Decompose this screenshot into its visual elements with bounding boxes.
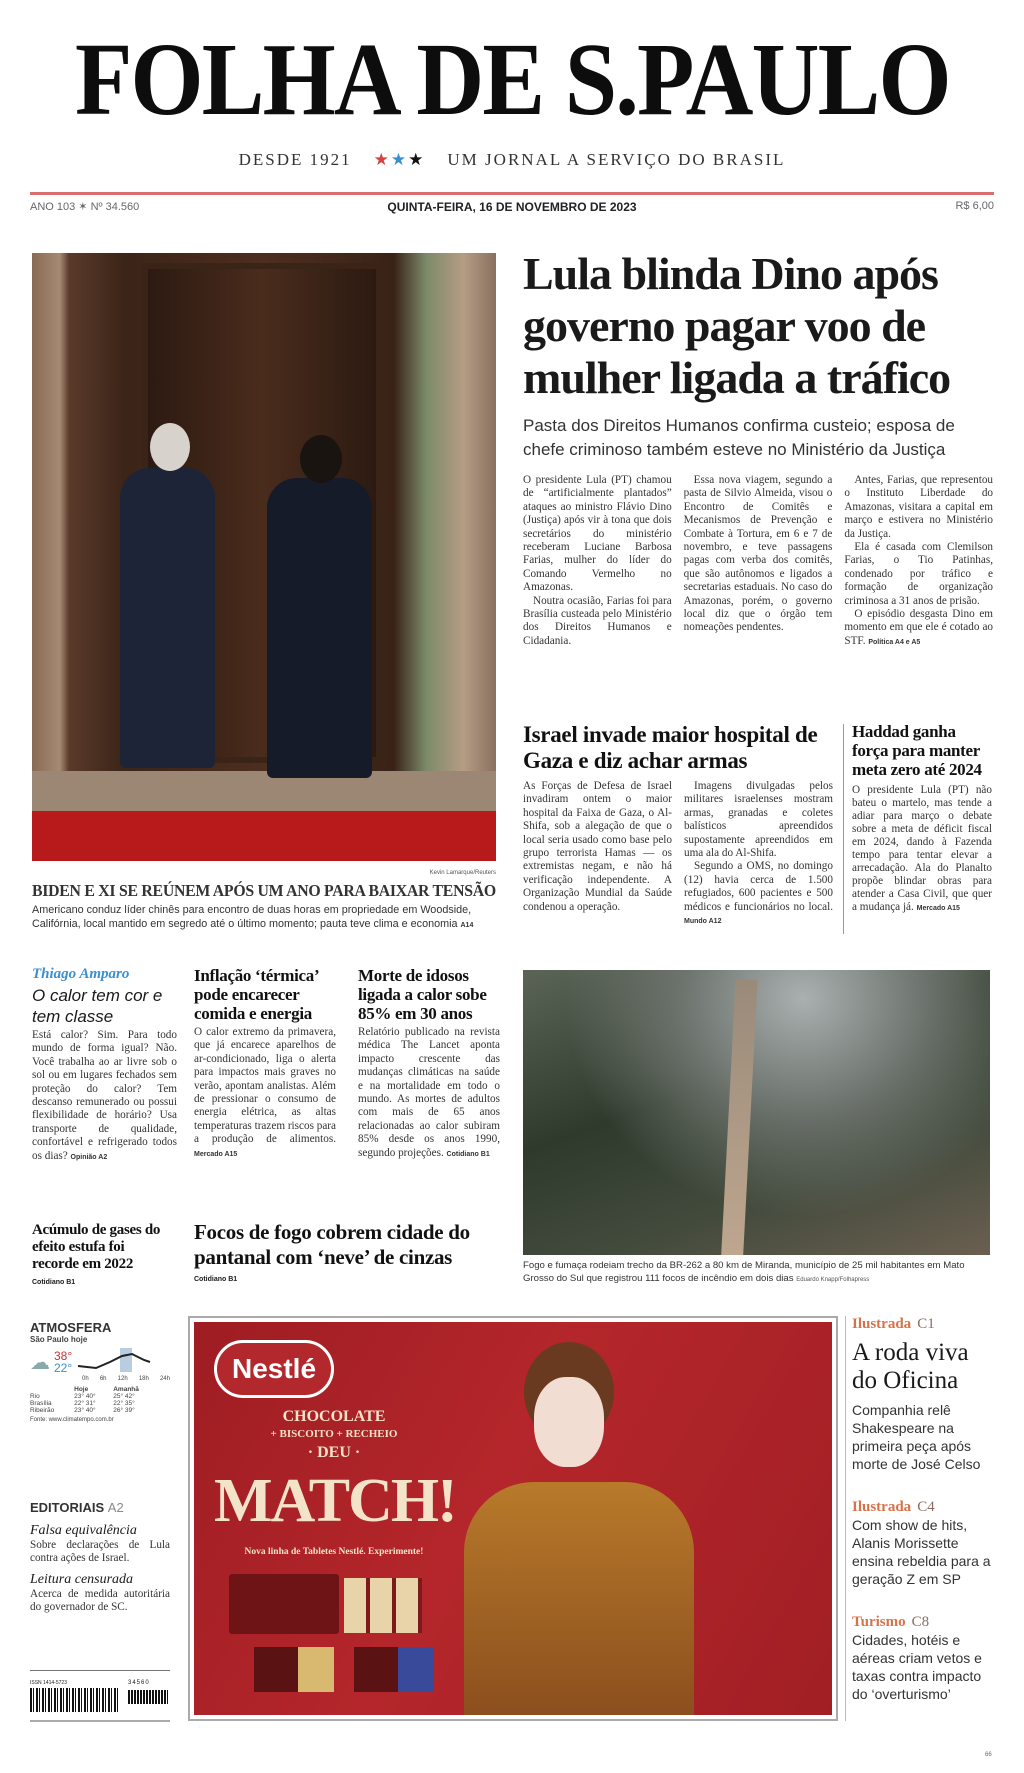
main-headline[interactable]: Lula blinda Dino após governo pagar voo de mulher ligada a tráfico (523, 248, 951, 403)
city: Rio (30, 1393, 40, 1400)
editoriais-box (30, 1500, 170, 1615)
p: Antes, Farias, que representou o Instituto Liberdade do Amazonas, visitara a capital em março e estivera no Ministério da Justiça. (844, 474, 994, 540)
weather-place: São Paulo hoje (30, 1335, 88, 1344)
editorial-title[interactable]: Leitura censurada (30, 1571, 134, 1587)
temps: 22° 35° (113, 1400, 135, 1407)
oficina-headline[interactable]: A roda viva do Oficina (852, 1339, 969, 1394)
divider (845, 1316, 846, 1721)
p: As Forças de Defesa de Israel invadiram ontem o maior hospital da Faixa de Gaza, o Al-Shifa, sob a alegação de que o local seria usado como base pelo grupo terrorista Hamas — os extremistas negam, e não há verificação independente. A Organização Mundial da Saúde condenou a operação. (523, 780, 672, 913)
road (720, 980, 757, 1255)
biden-xi-photo[interactable] (32, 253, 496, 861)
col-head: Amanhã (113, 1386, 139, 1393)
temps: 23° 40° (74, 1393, 96, 1400)
inflacao-story (194, 966, 336, 1161)
col-head: Hoje (74, 1386, 89, 1393)
p: Essa nova viagem, segundo a pasta de Silvio Almeida, visou o Encontro de Comitês e Mecanismos de Prevenção e Combate à Tortura, em 6 e 7 de novembro, e teve passagens pagas com verba dos comitês, que são autônomos e ligados a secretarias estaduais. No caso do Amazonas, porém, o governo local diz que o órgão tem nomeações pendentes. (683, 474, 833, 634)
inflacao-headline[interactable]: Inflação ‘térmica’ pode encarecer comida e energia (194, 966, 319, 1023)
p: O presidente Lula (PT) chamou de “artificialmente plantados” ataques ao ministro Flávio Dino (Justiça) após vir à tona que dois secretários do ministério receberam Luciane Barbosa Farias, mulher do líder do Comando Vermelho no Amazonas. (523, 474, 672, 594)
photo-ref: A14 (460, 922, 474, 929)
city: Brasília (30, 1400, 52, 1407)
israel-col-1 (523, 780, 672, 928)
biden-figure (120, 468, 215, 768)
page-number: 66 (985, 1752, 992, 1758)
ad-tagline: Nova linha de Tabletes Nestlé. Experimente! (244, 1547, 424, 1557)
ref: Política A4 e A5 (868, 638, 921, 646)
nestle-logo: Nestlé (214, 1340, 334, 1398)
p: Noutra ocasião, Farias foi para Brasília custeada pelo Ministério dos Direitos Humanos e Cidadania. (523, 594, 672, 647)
hour: 0h (82, 1376, 89, 1382)
p: Relatório publicado na revista médica The Lancet aponta impacto crescente das mudanças climáticas na saúde e na mortalidade em todo o mundo. As mortes de adultos com mais de 65 anos relacionadas ao calor subiram 85% desde os anos 1990, segundo projeções. (358, 1026, 500, 1159)
photo-headline-wrap (32, 881, 496, 903)
editoriais-title: EDITORIAIS (30, 1500, 105, 1515)
masthead-logo[interactable]: FOLHA DE S.PAULO (75, 22, 950, 137)
haddad-story (852, 722, 992, 915)
temp-max: 38° (54, 1349, 73, 1363)
idosos-body (358, 1026, 500, 1161)
page: C8 (911, 1614, 930, 1630)
hour: 6h (99, 1376, 107, 1382)
weather-table (30, 1386, 160, 1414)
p: Imagens divulgadas pelos militares israelenses mostram armas, granadas e coletes balísticos apreendidos supostamente apreendidos em uma ala do Al-Shifa. (684, 780, 833, 860)
acumulo-headline[interactable]: Acúmulo de gases do efeito estufa foi recorde em 2022 (32, 1222, 161, 1272)
section: Ilustrada (852, 1316, 912, 1332)
alanis-body[interactable]: Com show de hits, Alanis Morissette ensina rebeldia para a geração Z em SP (852, 1517, 991, 1587)
section-label (852, 1614, 992, 1631)
haddad-body (852, 784, 992, 915)
author[interactable]: Thiago Amparo (32, 966, 130, 982)
ad-line2: + BISCOITO + RECHEIO (270, 1428, 398, 1440)
divider (30, 1720, 170, 1722)
masthead-tagline (0, 150, 1024, 170)
fire-caption (523, 1259, 993, 1287)
idosos-headline[interactable]: Morte de idosos ligada a calor sobe 85% em 30 anos (358, 966, 487, 1023)
since: DESDE 1921 (238, 150, 352, 169)
main-body (523, 474, 993, 649)
oficina-body: Companhia relê Shakespeare na primeira peça após morte de José Celso (852, 1402, 981, 1472)
photo-subtitle (32, 903, 496, 933)
barcode-addon (128, 1690, 168, 1704)
cloud-icon: ☁ (30, 1351, 50, 1374)
p: Segundo a OMS, no domingo (12) havia cerca de 1.500 refugiados, 600 pacientes e 500 médicos e funcionários no local. (684, 860, 833, 913)
ref: Mercado A15 (194, 1150, 238, 1158)
weather-source: Fonte: www.climatempo.com.br (30, 1417, 114, 1423)
section-label (852, 1316, 992, 1333)
divider (843, 724, 844, 934)
red-carpet (32, 811, 496, 861)
israel-story (523, 722, 833, 928)
focos-headline[interactable]: Focos de fogo cobrem cidade do pantanal com ‘neve’ de cinzas (194, 1220, 470, 1269)
divider (30, 1670, 170, 1671)
section: Turismo (852, 1614, 906, 1630)
page: C1 (917, 1316, 935, 1332)
photo-headline[interactable]: BIDEN E XI SE REÚNEM APÓS UM ANO PARA BAIXAR TENSÃO (32, 881, 496, 900)
editoriais-page: A2 (107, 1500, 124, 1515)
price: R$ 6,00 (955, 200, 994, 212)
caption-text: Fogo e fumaça rodeiam trecho da BR-262 a 80 km de Miranda, município de 25 mil habitantes em Mato Grosso do Sul que registrou 111 focos de incêndio em dois dias (523, 1260, 965, 1284)
photo-credit: Kevin Lamarque/Reuters (429, 870, 496, 876)
temp-min: 22° (54, 1361, 73, 1375)
main-col-2 (684, 474, 833, 649)
masthead-rule (30, 192, 994, 195)
temps: 23° 40° (74, 1407, 96, 1414)
step (32, 771, 496, 811)
hour: 18h (138, 1376, 149, 1382)
barcode (30, 1688, 118, 1712)
weather-row (30, 1407, 160, 1414)
temps: 22° 31° (74, 1400, 96, 1407)
ad-deu: · DEU · (307, 1444, 361, 1461)
israel-col-2 (684, 780, 833, 928)
ref: Cotidiano B1 (32, 1279, 76, 1286)
barcode-number: 34560 (128, 1680, 150, 1686)
haddad-headline[interactable]: Haddad ganha força para manter meta zero até 2024 (852, 722, 982, 779)
section-label (852, 1499, 992, 1516)
p: Ela é casada com Clemilson Farias, o Tio Patinhas, condenado por tráfico e formação de organização criminosa a 31 anos de prisão. (844, 541, 994, 607)
chocolate-bar (229, 1574, 339, 1634)
right-column (852, 1316, 992, 1703)
xi-head (300, 435, 342, 483)
chocolate-bar (254, 1647, 334, 1692)
biden-head (150, 423, 190, 471)
editorial-title[interactable]: Falsa equivalência (30, 1523, 137, 1538)
p: Está calor? Sim. Para todo mundo de forma igual? Não. Você trabalha ao ar livre sob o sol ou em lugares fechados sem proteção do calor? Tem descanso remunerado ou possui flexibilidade de horário? Usa transporte de qualidade, confortável e refrigerado todos os dias? (32, 1029, 177, 1162)
hours (82, 1376, 170, 1382)
page: C4 (917, 1499, 935, 1515)
hour: 24h (159, 1376, 170, 1382)
main-story (523, 248, 993, 649)
motto: UM JORNAL A SERVIÇO DO BRASIL (447, 150, 786, 169)
ref: Mercado A15 (916, 905, 960, 912)
amparo-title[interactable]: O calor tem cor e tem classe (32, 986, 163, 1026)
israel-body (523, 780, 833, 928)
city: Ribeirão (30, 1407, 55, 1414)
idosos-story (358, 966, 500, 1161)
main-deck: Pasta dos Direitos Humanos confirma custeio; esposa de chefe criminoso também esteve no Ministério da Justiça (523, 416, 955, 459)
date: QUINTA-FEIRA, 16 DE NOVEMBRO DE 2023 (387, 200, 637, 214)
ad-line1: CHOCOLATE (282, 1408, 386, 1425)
weather-row (30, 1400, 160, 1407)
focos-story (194, 1220, 504, 1283)
weather-box (30, 1320, 170, 1423)
temperature-chart (76, 1348, 152, 1376)
amparo-body (32, 1029, 177, 1164)
credit: Eduardo Knapp/Folhapress (796, 1277, 870, 1283)
temps: 26° 39° (113, 1407, 135, 1414)
nestle-ad[interactable] (188, 1316, 838, 1721)
ref: Cotidiano B1 (446, 1150, 490, 1158)
p: O presidente Lula (PT) não bateu o martelo, mas tende a adiar para março o debate sobre a meta de déficit fiscal em 2024, dando à Fazenda tempo para tentar elevar a arrecadação. Ala do Planalto propõe blindar obras para atender a Casa Civil, que quer a mudança já. (852, 784, 992, 913)
xi-figure (267, 478, 372, 778)
edition: ANO 103 ✶ Nº 34.560 (30, 201, 140, 213)
p: O episódio desgasta Dino em momento em que ele é cotado ao STF. (844, 608, 994, 647)
photo-sub-text: Americano conduz líder chinês para encontro de duas horas em propriedade em Woodside, Califórnia, local mantido em segredo até o último momento; pauta teve clima e economia (32, 904, 472, 930)
hour: 12h (117, 1376, 128, 1382)
inflacao-body (194, 1026, 336, 1161)
person-sweater (464, 1482, 694, 1715)
ref: Mundo A12 (684, 918, 722, 926)
stars-icon: ★★★ (373, 150, 426, 169)
p: O calor extremo da primavera, que já encarece aparelhos de ar-condicionado, liga o alerta para impactos mais graves no verão, apontam analistas. Além de pressionar o consumo de energia elétrica, as altas temperaturas trazem riscos para a produção de alimentos. (194, 1026, 336, 1146)
amparo-column (32, 966, 177, 1164)
issn: ISSN 1414-5723 (30, 1680, 67, 1686)
temps: 25° 42° (113, 1393, 135, 1400)
pantanal-fire-photo[interactable] (523, 970, 990, 1255)
weather-row (30, 1393, 160, 1400)
ref: Opinião A2 (70, 1153, 108, 1161)
weather-title: ATMOSFERA (30, 1320, 112, 1335)
turismo-body[interactable]: Cidades, hotéis e aéreas criam vetos e taxas contra impacto do ‘overturismo’ (852, 1632, 982, 1702)
editorial-body: Acerca de medida autoritária do governador de SC. (30, 1587, 170, 1614)
israel-headline[interactable]: Israel invade maior hospital de Gaza e diz achar armas (523, 722, 818, 773)
main-col-1 (523, 474, 672, 649)
ad-match: MATCH! (214, 1467, 456, 1535)
main-col-3 (844, 474, 993, 649)
photo-caption-block (32, 864, 496, 933)
ref: Cotidiano B1 (194, 1276, 238, 1283)
editorial-body: Sobre declarações de Lula contra ações de Israel. (30, 1539, 170, 1565)
acumulo-story (32, 1222, 172, 1286)
biscuit-image (344, 1578, 422, 1633)
masthead (75, 22, 950, 137)
person-face (534, 1377, 604, 1467)
section: Ilustrada (852, 1499, 912, 1515)
chocolate-bar (354, 1647, 434, 1692)
